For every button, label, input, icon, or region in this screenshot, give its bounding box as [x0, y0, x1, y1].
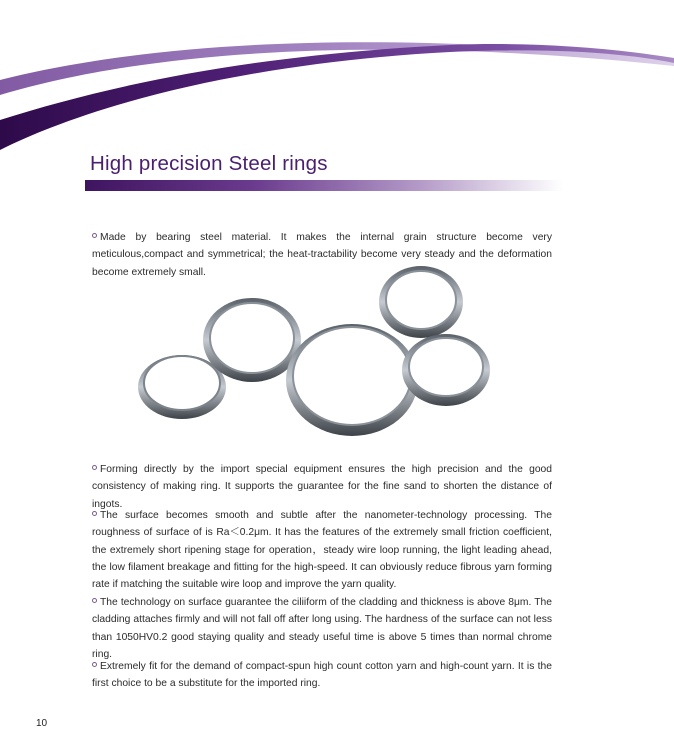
title-underline-bar [85, 180, 563, 191]
paragraph-text: Extremely fit for the demand of compact-spun high count cotton yarn and high-count yarn. It is the first choice to be a substitute for the imported ring. [92, 661, 552, 690]
paragraph-text: The technology on surface guarantee the ciliiform of the cladding and thickness is above 8μm. The cladding attaches firmly and will not fall off after long using. The hardness of the surface can not less than 1050HV0.2 good staying quality and steady useful time is above 5 times than normal chrome ring. [92, 597, 552, 660]
steel-rings-photo [130, 262, 500, 437]
bullet-icon [92, 465, 97, 470]
ring-top-right [379, 266, 463, 338]
bullet-icon [92, 233, 97, 238]
paragraph-surface [92, 507, 552, 593]
bullet-icon [92, 511, 97, 516]
page-number: 10 [36, 718, 48, 729]
bullet-icon [92, 598, 97, 603]
bullet-icon [92, 662, 97, 667]
page-title: High precision Steel rings [90, 152, 328, 175]
paragraph-text: The surface becomes smooth and subtle after the nanometer-technology processing. The roughness of surface of is Ra＜0.2μm. It has the features of the extremely small friction coefficient, the extremely short ripening stage for operation，steady wire loop running, the light leading ahead, the low filament breakage and fitting for the high-speed. It can obviously reduce fibrous yarn forming rate if matching the suitable wire loop and improve the yarn quality. [92, 510, 552, 591]
ring-large-center [286, 324, 418, 436]
ring-bottom-right [402, 334, 490, 406]
header-swoosh [0, 0, 674, 160]
paragraph-compact-spun [92, 658, 552, 693]
ring-medium-upper [203, 298, 301, 382]
paragraph-text: Made by bearing steel material. It makes the internal grain structure become very meticulous,compact and symmetrical; the heat-tractability become very steady and the deformation become extremely small. [92, 232, 552, 278]
paragraph-cladding [92, 594, 552, 663]
paragraph-text: Forming directly by the import special equipment ensures the high precision and the good consistency of making ring. It supports the guarantee for the fine sand to shorten the distance of ingots. [92, 464, 552, 510]
paragraph-forming [92, 461, 552, 513]
